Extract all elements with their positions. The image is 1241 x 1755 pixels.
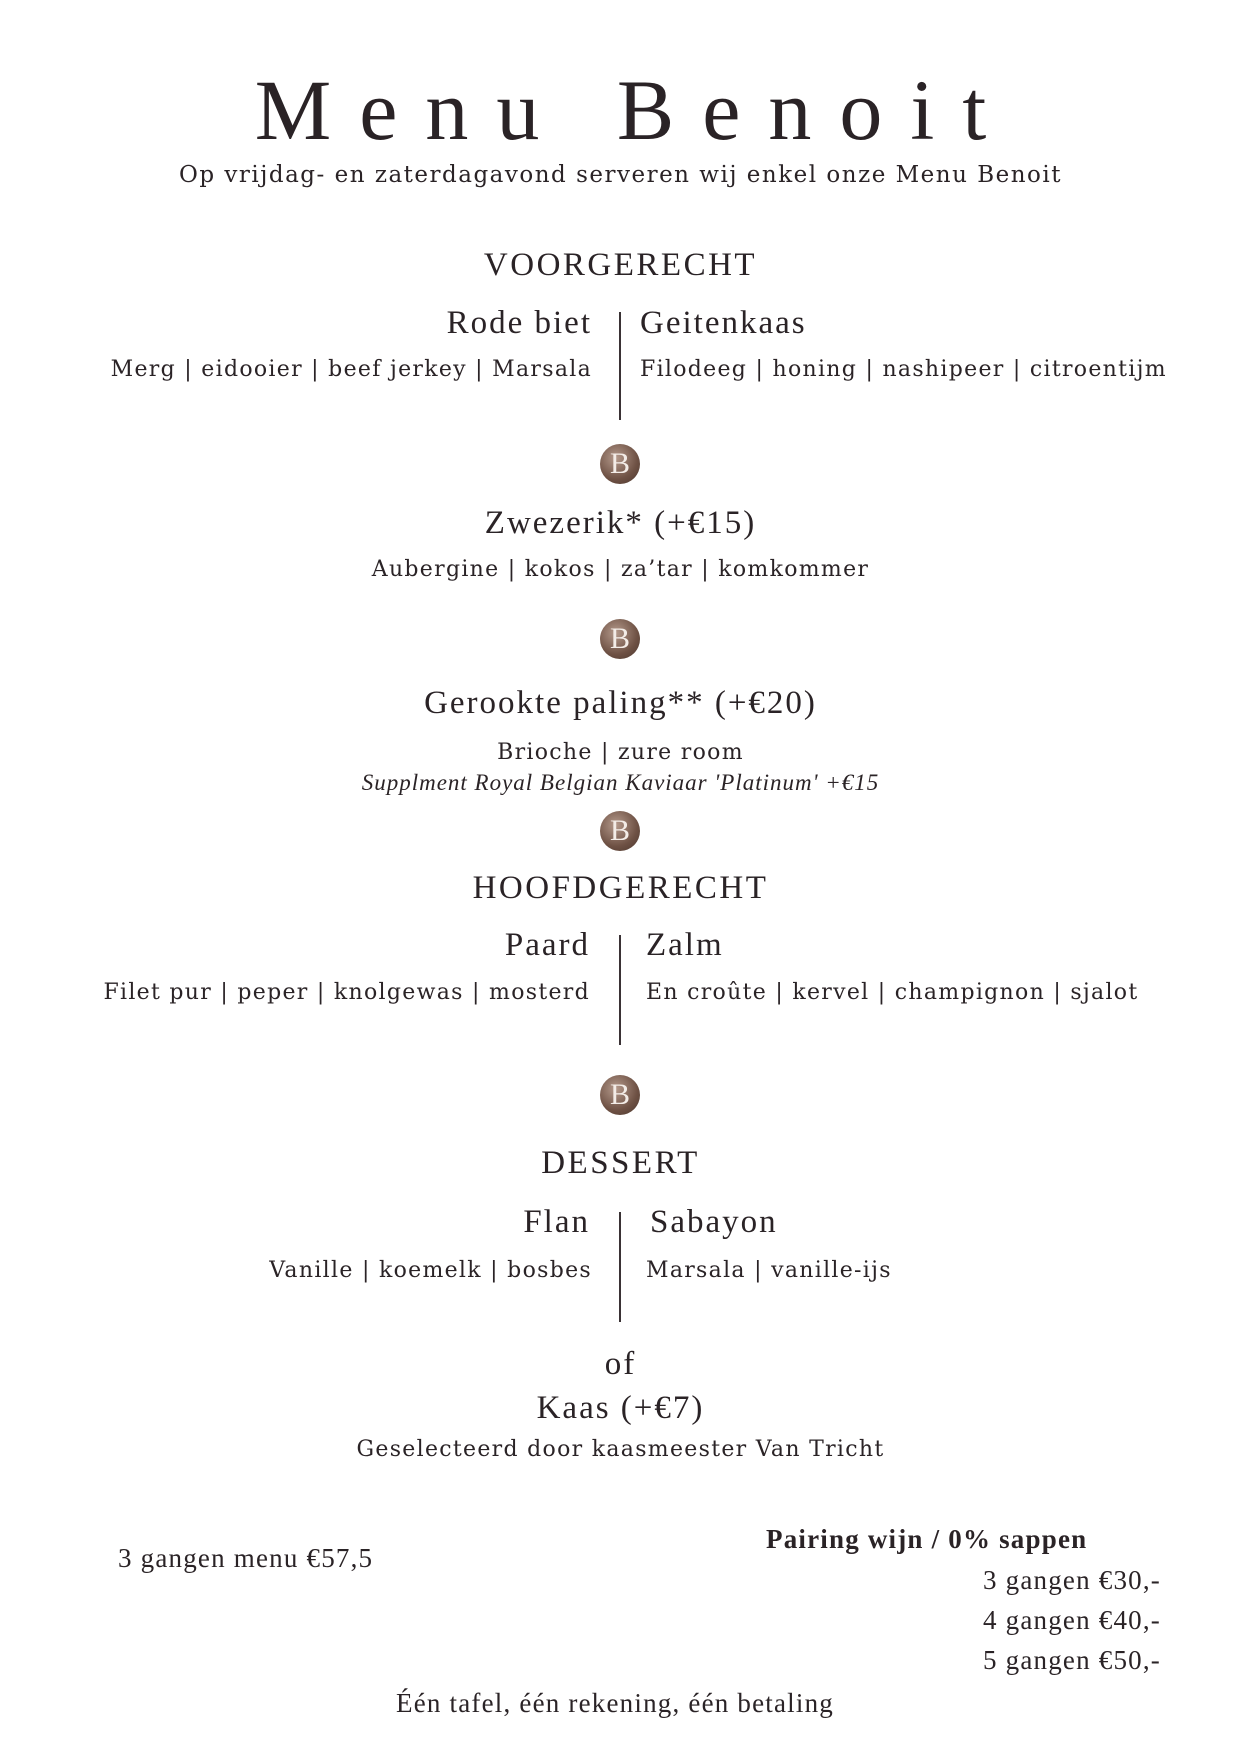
pairing-heading: Pairing wijn / 0% sappen: [766, 1524, 1088, 1554]
dish-desc-rode-biet: Merg | eidooier | beef jerkey | Marsala: [110, 357, 592, 382]
pairing-price-4: 4 gangen €40,-: [982, 1605, 1161, 1635]
section-heading-dessert: DESSERT: [541, 1145, 700, 1181]
dish-desc-paard: Filet pur | peper | knolgewas | mosterd: [103, 980, 590, 1005]
footer-note: Één tafel, één rekening, één betaling: [396, 1688, 834, 1718]
benoit-logo-icon: B: [600, 1075, 640, 1115]
pairing-price-3: 3 gangen €30,-: [982, 1565, 1161, 1595]
dish-name-flan: Flan: [523, 1204, 590, 1240]
menu-price: 3 gangen menu €57,5: [118, 1543, 374, 1573]
pairing-price-5: 5 gangen €50,-: [982, 1645, 1161, 1675]
dish-name-zwezerik: Zwezerik* (+€15): [484, 505, 757, 541]
dish-desc-geitenkaas: Filodeeg | honing | nashipeer | citroentijm: [640, 357, 1167, 382]
dish-desc-zwezerik: Aubergine | kokos | za’tar | komkommer: [371, 557, 870, 582]
page-subtitle: Op vrijdag- en zaterdagavond serveren wij enkel onze Menu Benoit: [178, 162, 1063, 188]
column-divider: [619, 312, 621, 420]
page-title: Menu Benoit: [254, 62, 1015, 158]
dish-name-paling: Gerookte paling** (+€20): [424, 685, 817, 721]
dish-name-sabayon: Sabayon: [650, 1204, 778, 1240]
dish-name-rode-biet: Rode biet: [446, 305, 592, 341]
kaviaar-supplement: Supplment Royal Belgian Kaviaar 'Platinum' +€15: [361, 770, 880, 795]
dish-name-geitenkaas: Geitenkaas: [640, 305, 807, 341]
dish-desc-zalm: En croûte | kervel | champignon | sjalot: [646, 980, 1139, 1005]
dish-desc-kaas: Geselecteerd door kaasmeester Van Tricht: [356, 1437, 885, 1462]
benoit-logo-icon: B: [600, 444, 640, 484]
dish-desc-paling: Brioche | zure room: [497, 740, 744, 765]
column-divider: [619, 935, 621, 1045]
dish-desc-sabayon: Marsala | vanille-ijs: [646, 1258, 892, 1283]
column-divider: [619, 1212, 621, 1322]
dish-name-paard: Paard: [504, 927, 590, 963]
or-label: of: [604, 1346, 637, 1382]
benoit-logo-icon: B: [600, 811, 640, 851]
dish-name-zalm: Zalm: [646, 927, 724, 963]
dish-name-kaas: Kaas (+€7): [536, 1390, 705, 1426]
section-heading-hoofdgerecht: HOOFDGERECHT: [472, 870, 769, 906]
benoit-logo-icon: B: [600, 619, 640, 659]
dish-desc-flan: Vanille | koemelk | bosbes: [269, 1258, 592, 1283]
section-heading-voorgerecht: VOORGERECHT: [483, 247, 758, 283]
